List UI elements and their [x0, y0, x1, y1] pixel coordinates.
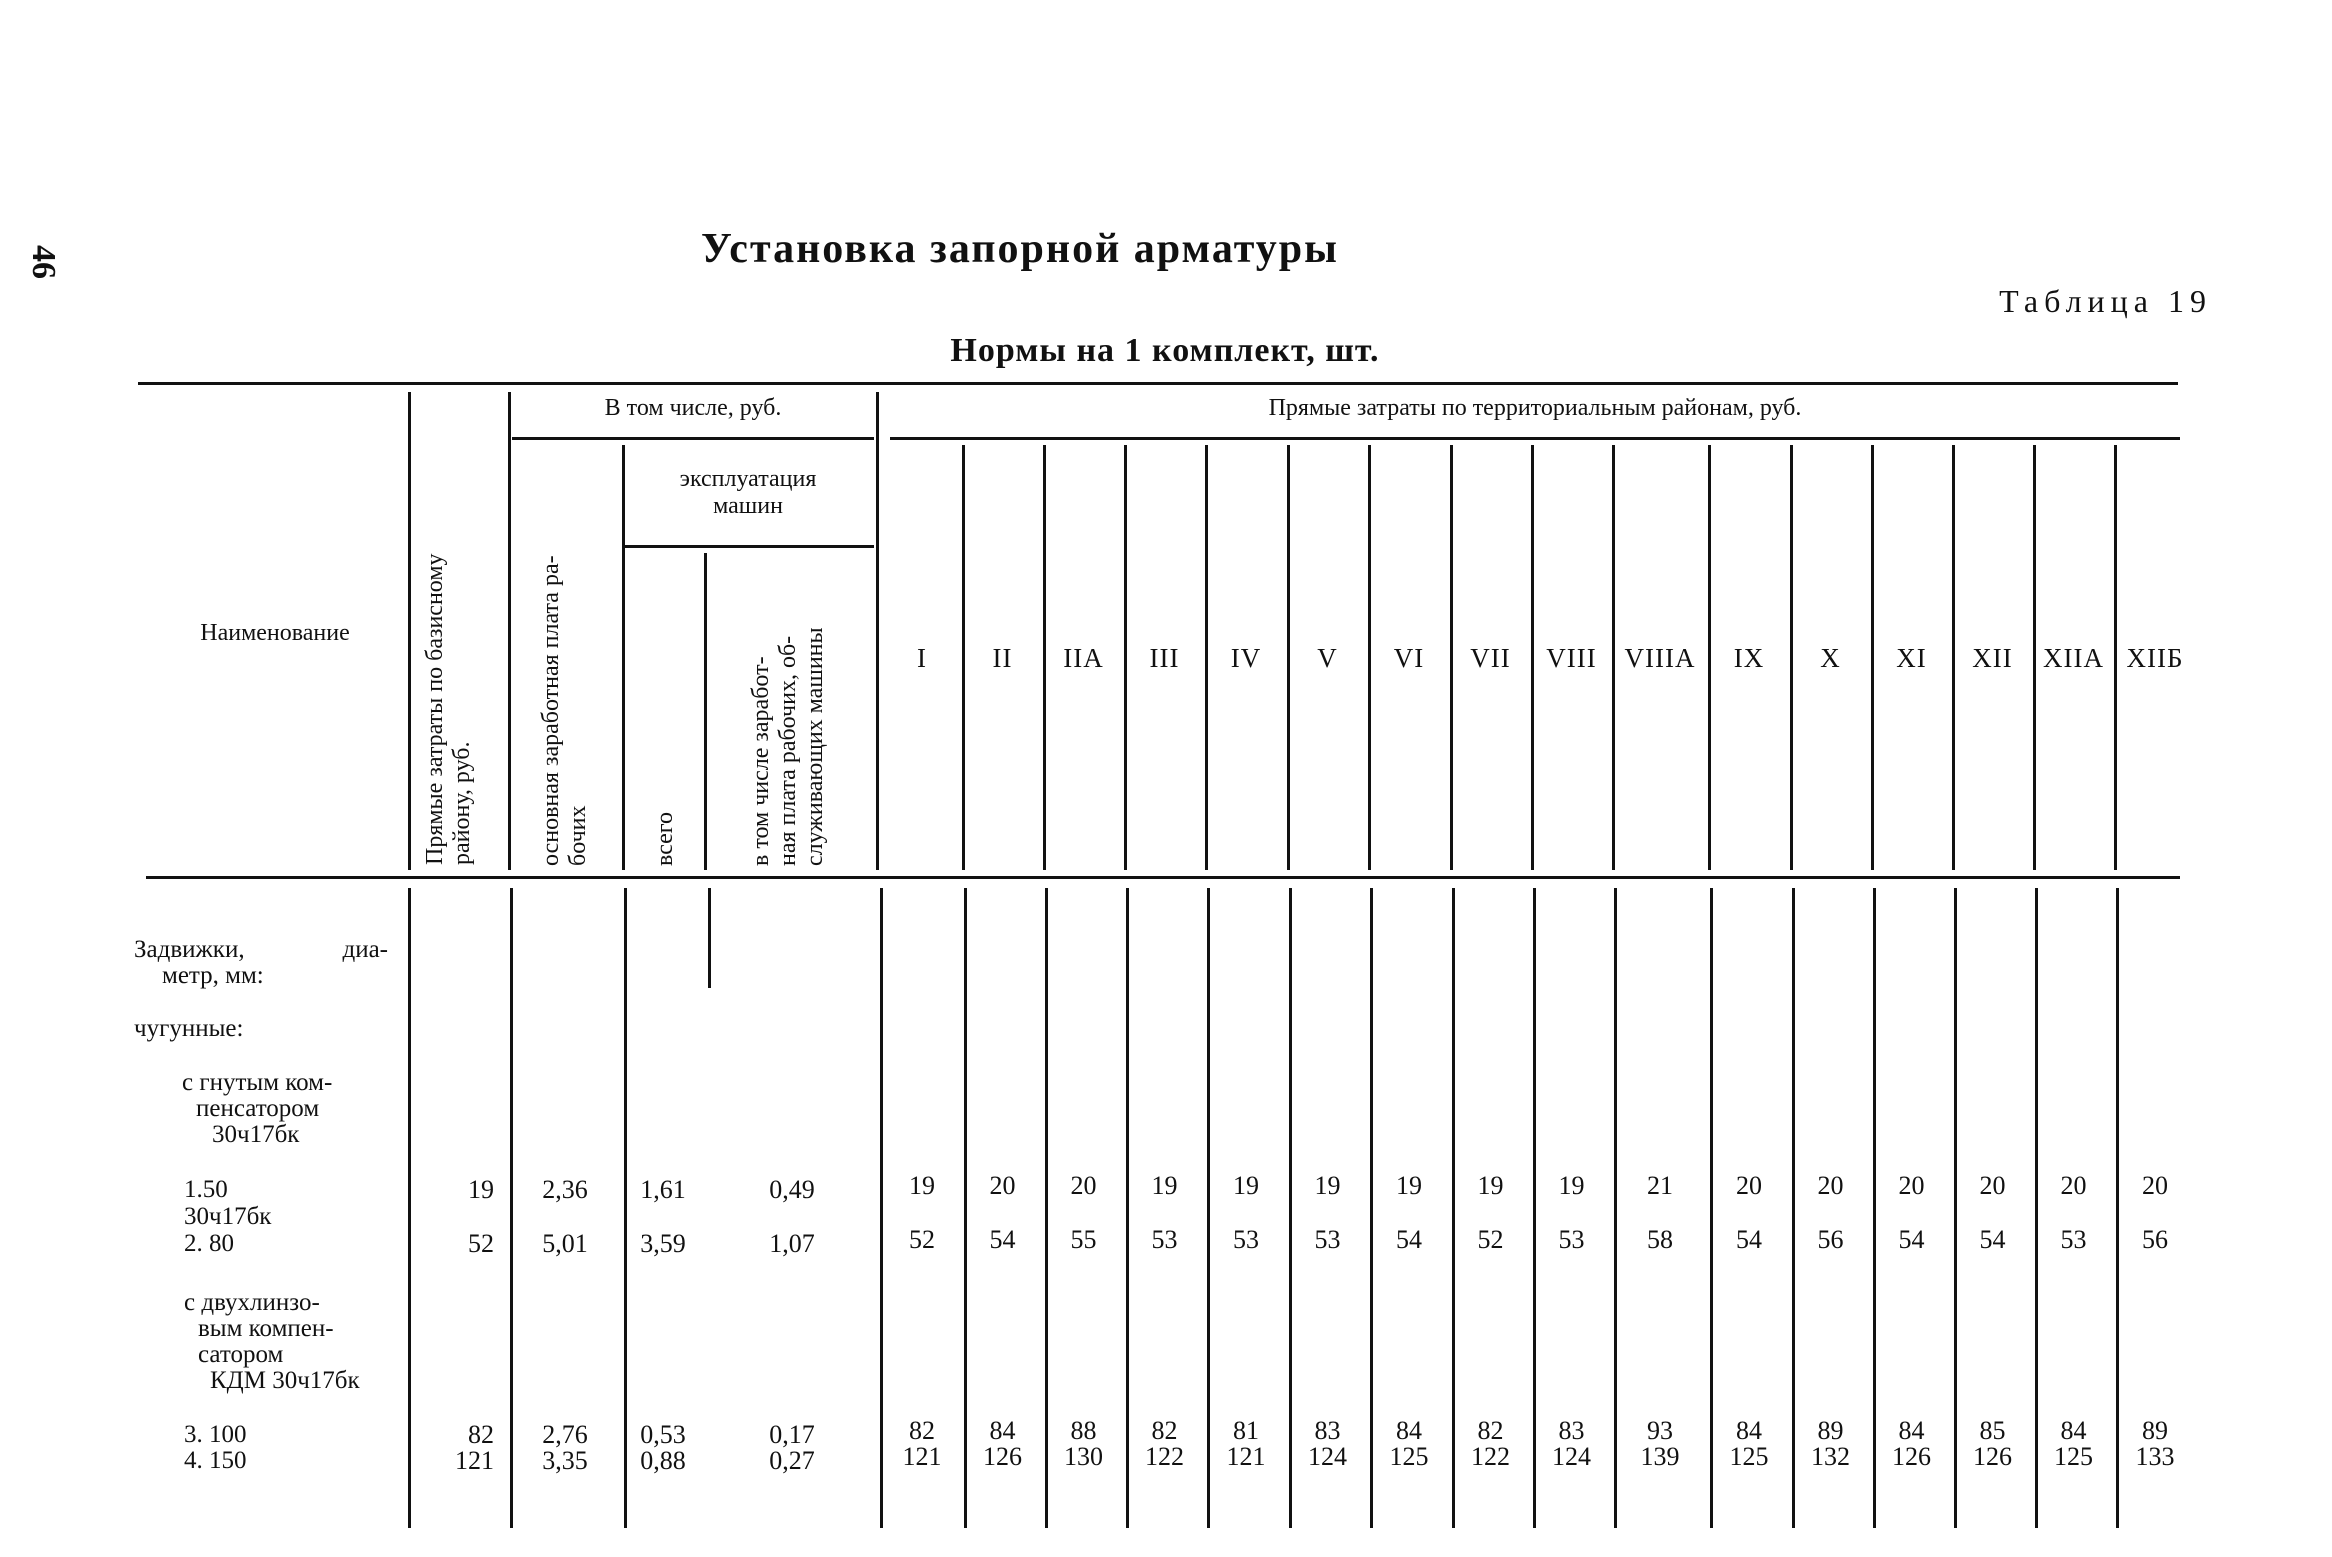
rule-operator-left-body: [708, 888, 711, 988]
cell-operator-wages-2: 0,17: [769, 1420, 815, 1449]
rule-region-header-12: [1871, 445, 1874, 870]
rule-region-header-13: [1952, 445, 1955, 870]
header-wages: [538, 452, 592, 866]
cell-region-11-3: 132: [1811, 1442, 1850, 1471]
row-subname-0: 30ч17бк: [184, 1203, 272, 1230]
row-name-1: 2. 80: [184, 1230, 234, 1257]
cell-region-5-1: 53: [1314, 1225, 1341, 1254]
header-machine-total: всего: [652, 811, 678, 866]
cell-wages-3: 3,35: [542, 1446, 588, 1475]
cell-region-0-2: 82: [909, 1416, 935, 1445]
cell-wages-0: 2,36: [542, 1175, 588, 1204]
region-header-4: IV: [1230, 643, 1262, 673]
header-operator-line1: в том числе заработ-: [748, 656, 774, 866]
cell-region-7-0: 19: [1477, 1171, 1504, 1200]
cell-region-12-0: 20: [1898, 1171, 1925, 1200]
cell-region-5-3: 124: [1308, 1442, 1347, 1471]
rule-region-header-7: [1450, 445, 1453, 870]
rule-region-header-4: [1205, 445, 1208, 870]
cell-base-2: 82: [468, 1420, 494, 1449]
including-underline: [512, 437, 874, 440]
cell-wages-1: 5,01: [542, 1229, 588, 1258]
region-header-0: I: [917, 643, 927, 673]
group-label-lens-line3: сатором: [198, 1341, 284, 1368]
region-header-15: XIIБ: [2126, 643, 2184, 673]
cell-region-0-1: 52: [909, 1225, 935, 1254]
rule-region-header-3: [1124, 445, 1127, 870]
header-machine-operation: [622, 466, 874, 520]
cell-region-10-3: 125: [1729, 1442, 1769, 1471]
region-header-7: VII: [1470, 643, 1511, 673]
cell-region-13-0: 20: [1979, 1171, 2006, 1200]
rule-region-header-6: [1368, 445, 1371, 870]
cell-region-14-3: 125: [2054, 1442, 2093, 1471]
cell-region-14-1: 53: [2060, 1225, 2087, 1254]
cell-region-10-0: 20: [1736, 1171, 1762, 1200]
cell-region-13-1: 54: [1979, 1225, 2006, 1254]
group-label-cast-iron: чугунные:: [134, 1015, 244, 1042]
group-label-double-lens-compensator: [184, 1290, 360, 1394]
cell-region-9-1: 58: [1647, 1225, 1673, 1254]
page-number: 46: [25, 245, 62, 279]
cell-operator-wages-3: 0,27: [769, 1446, 815, 1475]
row-name-3: 4. 150: [184, 1447, 247, 1474]
cell-region-1-3: 126: [983, 1442, 1022, 1471]
cell-machine-total-0: 1,61: [640, 1175, 686, 1204]
cell-region-2-3: 130: [1064, 1442, 1103, 1471]
cell-operator-wages-1: 1,07: [769, 1229, 815, 1258]
cell-region-0-0: 19: [909, 1171, 935, 1200]
rule-region-header-10: [1708, 445, 1711, 870]
cell-region-4-1: 53: [1233, 1225, 1259, 1254]
region-header-12: XI: [1896, 643, 1927, 673]
cell-region-13-3: 126: [1973, 1442, 2012, 1471]
cell-region-14-2: 84: [2060, 1416, 2087, 1445]
region-header-2: IIA: [1063, 643, 1104, 673]
cell-wages-2: 2,76: [542, 1420, 588, 1449]
cell-region-1-1: 54: [989, 1225, 1016, 1254]
group-label-lens-line1: с двухлинзо-: [184, 1289, 320, 1316]
row-name-2: 3. 100: [184, 1421, 247, 1448]
cell-region-10-2: 84: [1736, 1416, 1762, 1445]
cell-region-9-2: 93: [1647, 1416, 1673, 1445]
cell-region-8-3: 124: [1552, 1442, 1591, 1471]
group-label-bent-line2: пенсатором: [196, 1095, 320, 1122]
cell-region-15-1: 56: [2142, 1225, 2168, 1254]
cell-region-3-1: 53: [1151, 1225, 1178, 1254]
group-label-gate-valves: [134, 937, 394, 989]
cell-region-4-2: 81: [1233, 1416, 1259, 1445]
rule-wages-left-header: [508, 392, 511, 870]
header-operator-line3: служивающих машины: [802, 627, 828, 866]
table-label: Таблица 19: [1999, 283, 2212, 319]
cell-region-2-1: 55: [1070, 1225, 1097, 1254]
cell-machine-total-2: 0,53: [640, 1420, 686, 1449]
header-operator-wages: [748, 555, 829, 866]
cell-region-15-0: 20: [2142, 1171, 2168, 1200]
rule-region-header-2: [1043, 445, 1046, 870]
header-machine-line1: эксплуатация: [679, 466, 817, 492]
cell-region-8-2: 83: [1558, 1416, 1585, 1445]
cell-machine-total-3: 0,88: [640, 1446, 686, 1475]
rule-region-header-14: [2033, 445, 2036, 870]
cell-region-13-2: 85: [1979, 1416, 2006, 1445]
header-including: В том числе, руб.: [604, 395, 782, 421]
cell-region-7-1: 52: [1477, 1225, 1504, 1254]
cell-region-4-3: 121: [1226, 1442, 1266, 1471]
group-label-gate-valves-line1: Задвижки,: [134, 936, 245, 963]
cell-region-8-0: 19: [1558, 1171, 1585, 1200]
cell-region-15-3: 133: [2135, 1442, 2175, 1471]
rule-region-header-5: [1287, 445, 1290, 870]
region-header-8: VIII: [1546, 643, 1597, 673]
group-label-bent-line3: 30ч17бк: [212, 1121, 300, 1148]
rule-base-left-header: [408, 392, 411, 870]
cell-region-12-1: 54: [1898, 1225, 1925, 1254]
cell-region-9-3: 139: [1640, 1442, 1680, 1471]
rule-machine-left-header: [622, 445, 625, 870]
cell-region-11-0: 20: [1817, 1171, 1844, 1200]
header-operator-line2: ная плата рабочих, об-: [775, 635, 801, 866]
table-top-rule: [138, 382, 2178, 385]
cell-region-2-2: 88: [1070, 1416, 1097, 1445]
cell-region-12-2: 84: [1898, 1416, 1925, 1445]
rule-region-header-11: [1790, 445, 1793, 870]
region-header-11: X: [1820, 643, 1841, 673]
cell-region-10-1: 54: [1736, 1225, 1762, 1254]
region-header-6: VI: [1393, 643, 1425, 673]
cell-operator-wages-0: 0,49: [769, 1175, 815, 1204]
group-label-lens-line4: КДМ 30ч17бк: [210, 1367, 360, 1394]
cell-region-6-3: 125: [1389, 1442, 1429, 1471]
region-header-1: II: [992, 643, 1013, 673]
cell-region-3-0: 19: [1151, 1171, 1178, 1200]
region-header-10: IX: [1733, 643, 1765, 673]
region-header-13: XII: [1972, 643, 2013, 673]
group-label-lens-line2: вым компен-: [198, 1315, 334, 1342]
header-base-cost-line1: Прямые затраты по базисному: [422, 553, 448, 865]
cell-region-7-3: 122: [1471, 1442, 1510, 1471]
header-machine-line2: машин: [713, 493, 783, 519]
header-name: Наименование: [200, 620, 350, 646]
cell-region-11-1: 56: [1817, 1225, 1844, 1254]
group-label-gate-valves-line2: метр, мм:: [162, 962, 264, 989]
region-header-5: V: [1317, 643, 1338, 673]
rule-region-header-8: [1531, 445, 1534, 870]
region-header-9: VIIIA: [1624, 643, 1696, 673]
cell-region-3-3: 122: [1145, 1442, 1184, 1471]
rule-region-header-1: [962, 445, 965, 870]
cell-region-8-1: 53: [1558, 1225, 1585, 1254]
regions-underline: [890, 437, 2180, 440]
group-label-gate-valves-line1b: диа-: [342, 936, 388, 963]
rule-region-header-15: [2114, 445, 2117, 870]
cell-region-14-0: 20: [2060, 1171, 2087, 1200]
header-regions-title: Прямые затраты по территориальным районам, руб.: [1268, 395, 1802, 421]
cell-region-15-2: 89: [2142, 1416, 2168, 1445]
cell-region-11-2: 89: [1817, 1416, 1844, 1445]
cell-region-0-3: 121: [902, 1442, 942, 1471]
region-header-14: XIIA: [2043, 643, 2104, 673]
cell-base-1: 52: [468, 1229, 494, 1258]
cell-region-6-2: 84: [1396, 1416, 1422, 1445]
rule-regions-left-header: [876, 392, 879, 870]
header-bottom-rule: [146, 876, 2180, 879]
cell-region-1-2: 84: [989, 1416, 1016, 1445]
header-wages-line2: бочих: [565, 805, 591, 866]
cell-region-2-0: 20: [1070, 1171, 1097, 1200]
group-label-bent-line1: с гнутым ком-: [182, 1069, 333, 1096]
rule-operator-left-header: [704, 553, 707, 870]
cell-region-5-0: 19: [1314, 1171, 1341, 1200]
cell-base-3: 121: [455, 1446, 494, 1475]
cell-region-4-0: 19: [1233, 1171, 1259, 1200]
cell-region-7-2: 82: [1477, 1416, 1504, 1445]
cell-base-0: 19: [468, 1175, 494, 1204]
cell-machine-total-1: 3,59: [640, 1229, 686, 1258]
header-base-cost: [422, 445, 476, 865]
group-label-bent-compensator: [182, 1070, 332, 1148]
cell-region-1-0: 20: [989, 1171, 1016, 1200]
region-header-3: III: [1149, 643, 1180, 673]
cell-region-3-2: 82: [1151, 1416, 1178, 1445]
rule-region-header-9: [1612, 445, 1615, 870]
header-base-cost-line2: району, руб.: [449, 741, 475, 865]
cell-region-9-0: 21: [1647, 1171, 1673, 1200]
machine-underline: [622, 545, 874, 548]
page-title: Установка запорной арматуры: [701, 226, 1339, 272]
header-wages-line1: основная заработная плата ра-: [538, 555, 564, 866]
table-subtitle: Нормы на 1 комплект, шт.: [950, 332, 1380, 369]
row-name-0: 1.50: [184, 1176, 228, 1203]
cell-region-5-2: 83: [1314, 1416, 1341, 1445]
cell-region-12-3: 126: [1892, 1442, 1931, 1471]
cell-region-6-0: 19: [1396, 1171, 1422, 1200]
cell-region-6-1: 54: [1396, 1225, 1422, 1254]
